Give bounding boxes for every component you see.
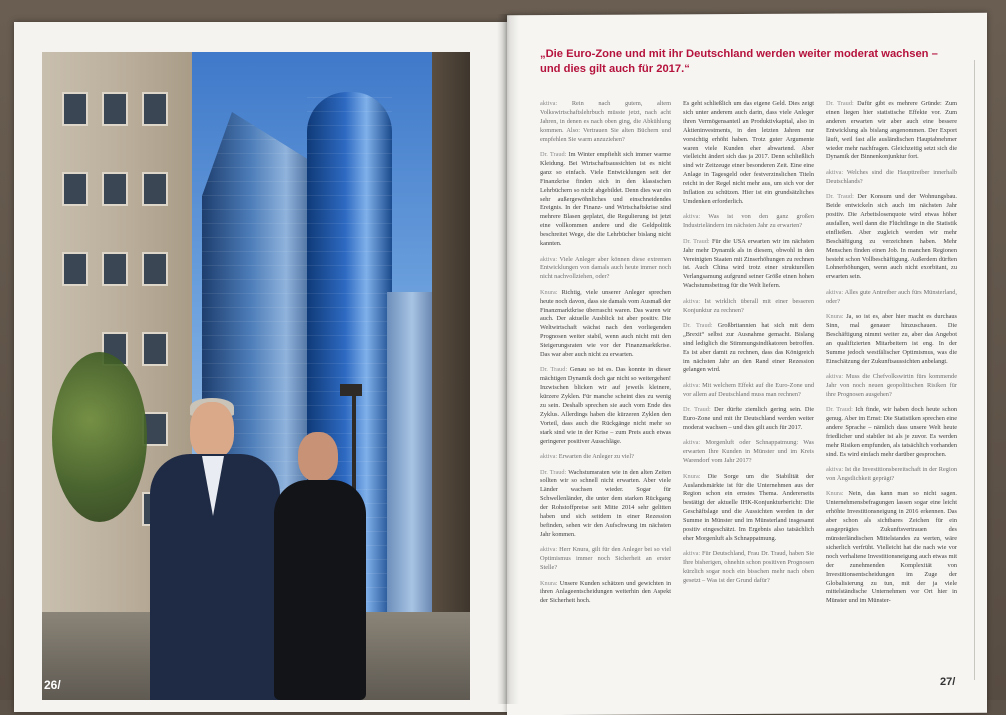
speaker-label: aktiva: [683, 550, 703, 558]
interview-paragraph [826, 193, 957, 282]
interview-paragraph [540, 469, 671, 540]
speaker-label: aktiva: [540, 100, 572, 107]
photo-tree [52, 352, 147, 522]
text-column-3 [826, 100, 957, 695]
speaker-label: aktiva: [540, 255, 560, 263]
interview-question: Morgenluft oder Schnappatmung: Was erwarten Ihre Kunden in Münster und im Kreis Warendorf vom Jahr 2017? [683, 439, 814, 465]
interview-question: Was ist von den ganz großen Industrieländern im nächsten Jahr zu erwarten? [683, 213, 814, 230]
photo-woman [270, 432, 370, 700]
interview-answer: Für die USA erwarten wir im nächsten Jahr mehr Dynamik als in diesem, obwohl in den Vereinigten Staaten mit Zinserhöhungen zu rechnen ist. Auch China wird trotz einer strukturellen Verlangsamung aufgrund seiner Größe einen hohen Wachstumsbeitrag für die Welt liefern. [683, 237, 814, 290]
speaker-label: aktiva: [683, 381, 703, 389]
interview-paragraph [826, 169, 957, 187]
speaker-label: Dr. Traud: [826, 193, 858, 201]
interview-answer: Die Sorge um die Stabilität der Auslandsmärkte ist für die Unternehmen aus der Region schon ein ernstes Thema. Andererseits bestätigt der aktuelle IHK-Konjunkturbericht: Die Geschäftslage und die Aussichten werden in der Summe in Münster und im Münsterland insgesamt positiv eingeschätzt. Im Ergebnis also tatsächlich eher Morgenluft als Schnappatmung. [683, 472, 814, 542]
speaker-label: Dr. Traud: [540, 366, 570, 374]
interview-paragraph [826, 100, 957, 162]
speaker-label: aktiva: [683, 213, 709, 221]
interview-paragraph [540, 453, 671, 462]
interview-question: Alles gute Antreiber auch fürs Münsterland, oder? [826, 288, 957, 305]
right-page-edge-rule [974, 60, 975, 680]
interview-answer: Genau so ist es. Das konnte in dieser mächtigen Dynamik doch gar nicht so weitergehen! Inzwischen blicken wir auf jeweils kleinere, kürzere Zyklen. Für manche scheint dies zu wenig zu sein. Deshalb sprechen sie auch vom Ende des Zyklus. Allerdings haben die kürzeren Zyklen den Vorteil, dass auch die Rückgänge nicht mehr so stark sind wie in der Krise – zum Preis auch etwas geringerer positiver Ausschläge. [540, 366, 671, 445]
speaker-label: aktiva: [826, 372, 846, 380]
interview-paragraph [683, 439, 814, 466]
interview-question: Muss die Chefvolkswirtin fürs kommende Jahr von noch neuen geopolitischen Risiken für ihre Prognosen ausgehen? [826, 372, 957, 398]
interview-answer: Der Konsum und der Wohnungsbau. Beide entwickeln sich auch im nächsten Jahr positiv. Die Arbeitslosenquote wird etwas höher ausfallen, weil dann die Flüchtlinge in die Statistik einfließen. Aber zugleich werden wir mehr Beschäftigung zu verzeichnen haben. Mehr Menschen finden einen Job. In manchen Regionen besteht schon Vollbeschäftigung. Außerdem dürften Lohnerhöhungen, wenn auch nicht exorbitant, zu erwarten sein. [826, 193, 957, 281]
interview-paragraph [683, 382, 814, 400]
interview-answer: Im Winter empfiehlt sich immer warme Kleidung. Bei Wirtschaftsaussichten ist es nicht ganz so einfach. Viele Entwicklungen seit der Finanzkrise finden sich in den klassischen Lehrbüchern so nicht abgebildet. Denn dies war ein sehr außergewöhnliches und einschneidendes Ereignis. In der Finanz- und Wirtschaftskrise sind mehrere Blasen geplatzt, die Regulierung ist jetzt eine vollkommen andere und die Geldpolitik beschreitet Wege, die die Lehrbücher bislang nicht kannten. [540, 151, 671, 248]
text-column-1 [540, 100, 671, 695]
interview-paragraph [826, 490, 957, 606]
interview-question: Rein nach gutem, altem Volkswirtschaftslehrbuch müsste jetzt, nach acht Jahren, in denen es nach oben ging, die Abkühlung kommen. Also: Vertrauen Sie alten Büchern und empfehlen Sie warm anzuziehen? [540, 100, 671, 143]
interview-paragraph [683, 473, 814, 544]
interview-paragraph [540, 580, 671, 607]
speaker-label: Knura: [540, 288, 562, 296]
interview-answer: Nein, das kann man so nicht sagen. Unternehmensbefragungen lassen sogar eine leicht erhöhte Investitionsneigung in 2016 erkennen. Das aber schon als sichtbares Zeichen für ein ausgeprägtes Zukunftsvertrauen des münsterländischen Mittelstandes zu werten, wäre sicherlich verfrüht. Vielleicht hat die nach wie vor noch verhaltene Investitionsneigung auch etwas mit der zunehmenden Komplexität von Investitionsentscheidungen im Zuge der Globalisierung zu tun, mit der ja viele mittelständische Unternehmen vor Ort hier in Münster und im Münster- [826, 490, 957, 605]
interview-paragraph [540, 151, 671, 249]
interview-paragraph [826, 466, 957, 484]
speaker-label: Dr. Traud: [683, 321, 718, 329]
interview-answer: Ich finde, wir haben doch heute schon genug. Aber im Ernst: Die Statistiken sprechen eine andere Sprache – nämlich dass unsere Welt heute friedlicher und stabiler ist als je zuvor. Es werden mehr Risiken empfunden, als tatsächlich vorhanden sind. Es wird einfach mehr darüber gesprochen. [826, 406, 957, 458]
interview-answer: Richtig, viele unserer Anleger sprechen heute noch davon, dass sie damals vom Ausmaß der Finanzmarktkrise überrascht waren. Das waren wir auch. Der aktuelle Ausblick ist aber positiv. Die Weltwirtschaft wächst nach den vorliegenden Prognosen weiter stabil, wenn auch nicht mit den Steigerungsraten wie vor der Finanzmarktkrise. Das war aber auch nicht zu erwarten. [540, 288, 671, 359]
interview-paragraph [826, 313, 957, 366]
speaker-label: Dr. Traud: [540, 151, 569, 159]
speaker-label: Dr. Traud: [683, 406, 715, 414]
speaker-label: Knura: [826, 490, 849, 498]
interview-paragraph [540, 100, 671, 145]
interview-answer: Unsere Kunden schätzen und gewichten in ihren Anlageentscheidungen weiterhin den Aspekt der Sicherheit hoch. [540, 579, 671, 605]
speaker-label: aktiva: [826, 466, 845, 474]
cover-photo [42, 52, 470, 700]
interview-answer: Dafür gibt es mehrere Gründe: Zum einen liegen hier statistische Effekte vor. Zum anderen erwarten wir aber auch eine bessere Entwicklung als bislang angenommen. Der Export läuft, weil fast alle ausländischen Hauptabnehmer wieder mehr nachfragen. Gleichzeitig setzt sich die Dynamik der Binnenkonjunktur fort. [826, 100, 957, 161]
interview-paragraph [540, 256, 671, 283]
interview-answer: Ja, so ist es, aber hier macht es durchaus Sinn, mal genauer hinzuschauen. Die Beschäftigung nimmt weiter zu, aber das Angebot an qualifizierten Mitarbeitern ist eng. In der Summe jedoch westfälischer Optimismus, was die Einschätzung der Zukunftsaussichten anbelangt. [826, 313, 957, 365]
pull-quote-headline: „Die Euro-Zone und mit ihr Deutschland werden weiter moderat wachsen – und dies gilt auch für 2017.“ [540, 48, 938, 75]
interview-question: Viele Anleger aber können diese extremen Entwicklungen von damals auch heute immer noch nicht nachvollziehen, oder? [540, 255, 671, 281]
interview-question: Ist wirklich überall mit einer besseren Konjunktur zu rechnen? [683, 297, 814, 314]
interview-paragraph [540, 546, 671, 573]
photo-right-building [432, 52, 470, 700]
interview-paragraph [683, 238, 814, 291]
interview-paragraph [683, 406, 814, 433]
interview-question: Welches sind die Haupttreiber innerhalb Deutschlands? [826, 168, 957, 185]
interview-paragraph [683, 298, 814, 316]
speaker-label: Knura: [540, 579, 560, 587]
photo-man [142, 402, 287, 700]
interview-question: Erwarten die Anleger zu viel? [558, 453, 634, 461]
interview-paragraph [826, 289, 957, 307]
speaker-label: Dr. Traud: [826, 406, 856, 414]
interview-paragraph [683, 100, 814, 207]
interview-answer: Großbritannien hat sich mit dem „Brexit“ selbst zur Ausnahme gemacht. Bislang sind lediglich die Stimmungsindikatoren betroffen. Es ist aber damit zu rechnen, dass das Königreich im nächsten Jahr an den Rand einer Rezession gelangen wird. [683, 321, 814, 374]
interview-question: Mit welchem Effekt auf die Euro-Zone und vor allem auf Deutschland muss man rechnen? [683, 381, 814, 398]
spine-shadow [497, 14, 519, 704]
interview-question: Ist die Investitionsbereitschaft in der Region von Ängstlichkeit geprägt? [826, 466, 957, 483]
speaker-label: aktiva: [540, 546, 560, 554]
photo-street-lamp-head [340, 384, 362, 396]
interview-answer: Der dürfte ziemlich gering sein. Die Euro-Zone und mit ihr Deutschland werden weiter moderat wachsen – und dies gilt auch für 2017. [683, 406, 814, 431]
page-number-left: 26/ [44, 678, 61, 692]
interview-paragraph [540, 366, 671, 446]
speaker-label: aktiva: [826, 168, 847, 176]
interview-question: Herr Knura, gilt für den Anleger bei so viel Optimismus immer noch Sicherheit an erster Stelle? [540, 546, 671, 572]
speaker-label: aktiva: [683, 439, 706, 447]
interview-answer: Wachstumsraten wie in den alten Zeiten sollten wir so schnell nicht erwarten. Aber viele Länder wachsen wieder. Sogar für Schwellenländer, die unter dem starken Rückgang der Rohstoffpreise seit Mitte 2014 sehr gelitten haben und sich seitdem in einer Rezession befinden, sehen wir den Aufschwung im nächsten Jahr kommen. [540, 468, 671, 538]
interview-question: Für Deutschland, Frau Dr. Traud, haben Sie Ihre bisherigen, ohnehin schon positiven Prognosen kürzlich sogar noch ein bisschen mehr nach oben gesetzt – Was ist der Grund dafür? [683, 550, 814, 585]
speaker-label: Dr. Traud: [826, 100, 858, 107]
interview-paragraph [683, 550, 814, 586]
speaker-label: aktiva: [826, 288, 845, 296]
interview-answer: Es geht schließlich um das eigene Geld. Dies zeigt sich unter anderem auch darin, dass viele Anleger ihren Vermögensanteil an Produktivkapital, also in Aktieninvestments, in den letzten Jahren nur vorsichtig erhöht haben. Trotz guter Argumente waren viele Kunden eher abwartend. Aber vielleicht ändert sich das ja 2017. Denn schließlich sind wir Zeitzeuge einer besonderen Zeit. Eine eine Anlage in Tagesgeld oder festverzinslichen Titeln reicht in der Regel nicht mehr aus, um sich vor der Inflation zu schützen. Hier ist ein grundsätzliches Umdenken erforderlich. [683, 100, 814, 205]
speaker-label: Dr. Traud: [540, 468, 569, 476]
speaker-label: Dr. Traud: [683, 237, 713, 245]
page-number-right: 27/ [940, 676, 956, 688]
interview-paragraph [826, 373, 957, 400]
speaker-label: Knura: [826, 313, 847, 321]
interview-paragraph [540, 289, 671, 360]
speaker-label: Knura: [683, 472, 708, 480]
speaker-label: aktiva: [540, 453, 559, 461]
interview-paragraph [683, 322, 814, 375]
interview-paragraph [683, 213, 814, 231]
interview-paragraph [826, 406, 957, 459]
text-column-2 [683, 100, 814, 695]
speaker-label: aktiva: [683, 297, 705, 305]
